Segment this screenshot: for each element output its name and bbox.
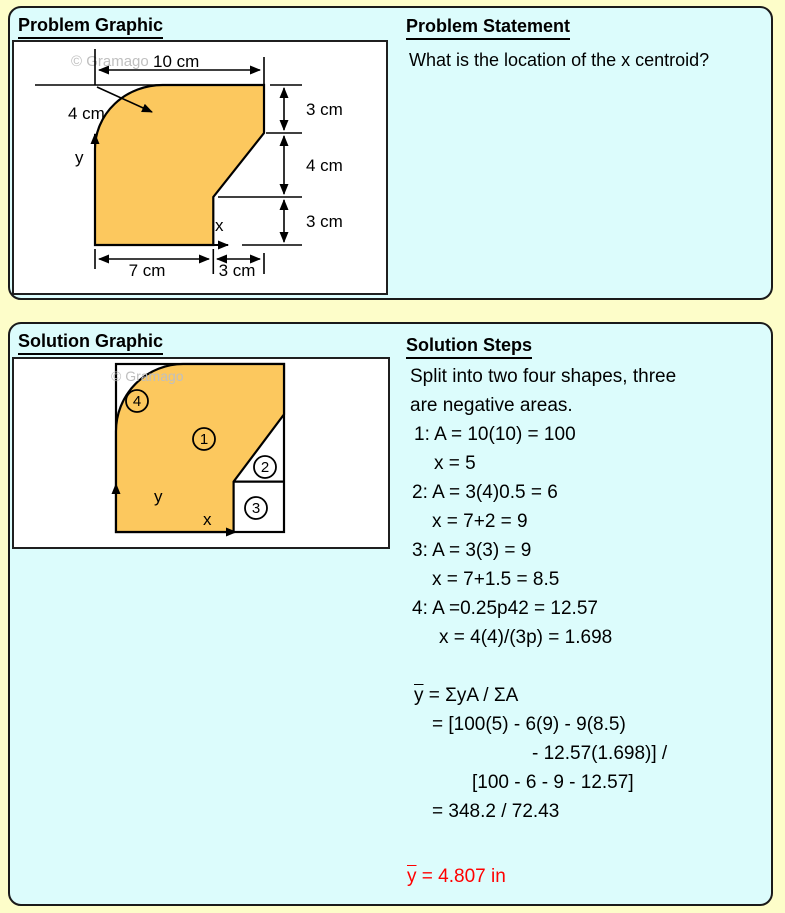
x-axis-label: x <box>215 216 224 235</box>
y-axis-label: y <box>154 487 163 506</box>
solution-graphic <box>14 359 388 547</box>
solution-step-line: = [100(5) - 6(9) - 9(8.5) <box>432 714 626 735</box>
dim-label-3cm-bottom: 3 cm <box>218 261 256 280</box>
dim-label-10cm: 10 cm <box>153 52 200 71</box>
solution-graphic-box <box>12 357 390 549</box>
solution-step-line <box>407 652 772 681</box>
solution-step-line: x = 4(4)/(3p) = 1.698 <box>439 627 613 648</box>
solution-step-line: x = 7+1.5 = 8.5 <box>432 569 560 590</box>
solution-step-line: Split into two four shapes, three <box>410 366 677 387</box>
problem-statement-text: What is the location of the x centroid? <box>409 50 710 70</box>
watermark: © Gramago <box>111 368 184 384</box>
solution-step-line: x = 5 <box>434 453 476 474</box>
dim-label-4cm-right: 4 cm <box>306 156 343 175</box>
problem-graphic <box>14 42 386 293</box>
problem-panel <box>8 6 773 300</box>
svg-text:3: 3 <box>251 500 261 517</box>
solution-step-line: x = 7+2 = 9 <box>432 511 528 532</box>
solution-step-line: 4: A =0.25p42 = 12.57 <box>412 598 598 619</box>
solution-step-line: are negative areas. <box>410 395 573 416</box>
solution-panel <box>8 322 773 906</box>
solution-step-line: [100 - 6 - 9 - 12.57] <box>472 772 634 793</box>
problem-shape <box>95 85 264 245</box>
dim-label-3cm-top: 3 cm <box>306 100 343 119</box>
svg-text:1: 1 <box>199 431 209 448</box>
problem-graphic-box <box>12 40 388 295</box>
dim-label-4cm-radius: 4 cm <box>68 104 105 123</box>
solution-step-line <box>407 826 772 855</box>
solution-steps-heading: Solution Steps <box>406 335 532 359</box>
watermark: © Gramago <box>71 53 149 70</box>
svg-text:2: 2 <box>260 459 270 476</box>
dim-label-3cm-mid: 3 cm <box>306 212 343 231</box>
svg-text:4: 4 <box>132 393 142 410</box>
solution-steps <box>407 362 772 891</box>
solution-step-line: = 348.2 / 72.43 <box>432 801 560 822</box>
problem-panel-title: Problem Graphic <box>18 15 163 39</box>
dim-label-7cm: 7 cm <box>128 261 166 280</box>
solution-step-line: $\overline{y} = 4.807$ in <box>407 866 506 887</box>
x-axis-label: x <box>203 510 212 529</box>
solution-step-line: $\overline{y} = \Sigma yA / \Sigma A$ <box>414 685 519 706</box>
solution-step-line: 2: A = 3(4)0.5 = 6 <box>412 482 558 503</box>
solution-step-line: - 12.57(1.698)] / <box>532 743 668 764</box>
solution-step-line: 1: A = 10(10) = 100 <box>414 424 576 445</box>
solution-panel-title: Solution Graphic <box>18 331 163 355</box>
y-axis-label: y <box>75 148 84 167</box>
solution-step-line: 3: A = 3(3) = 9 <box>412 540 532 561</box>
problem-statement-heading: Problem Statement <box>406 16 570 40</box>
